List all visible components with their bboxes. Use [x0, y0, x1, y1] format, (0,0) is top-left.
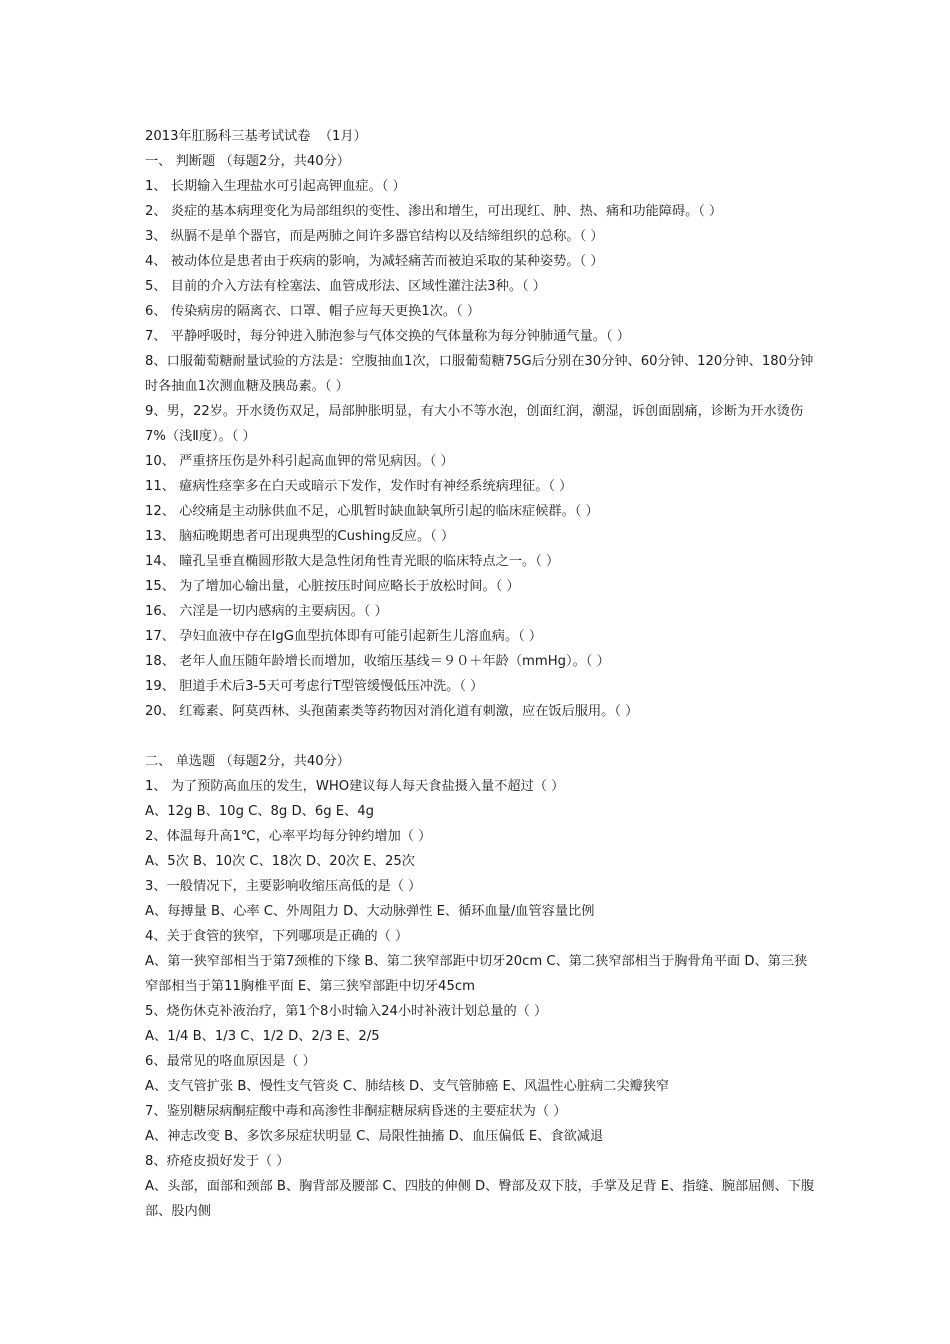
- question-item: 19、 胆道手术后3-5天可考虑行T型管缓慢低压冲洗。（ ）: [145, 679, 484, 694]
- question-item: 2、 炎症的基本病理变化为局部组织的变性、渗出和增生，可出现红、肿、热、痛和功能障碍。（ ）: [145, 204, 723, 219]
- section-heading-single-choice: 二、 单选题 （每题2分，共40分）: [145, 754, 350, 769]
- question-item: 17、 孕妇血液中存在IgG血型抗体即有可能引起新生儿溶血病。（ ）: [145, 629, 543, 644]
- question-item: 2、体温每升高1℃，心率平均每分钟约增加（ ）: [145, 829, 432, 844]
- question-item: 14、 瞳孔呈垂直椭圆形散大是急性闭角性青光眼的临床特点之一。（ ）: [145, 554, 560, 569]
- question-item: 8、疥疮皮损好发于（ ）: [145, 1154, 290, 1169]
- question-item: 7、鉴别糖尿病酮症酸中毒和高渗性非酮症糖尿病昏迷的主要症状为（ ）: [145, 1104, 567, 1119]
- answer-options: A、12g B、10g C、8g D、6g E、4g: [145, 804, 375, 819]
- question-item: 6、 传染病房的隔离衣、口罩、帽子应每天更换1次。（ ）: [145, 304, 481, 319]
- question-item: 8、口服葡萄糖耐量试验的方法是：空腹抽血1次，口服葡萄糖75G后分别在30分钟、60分钟、120分钟、180分钟时各抽血1次测血糖及胰岛素。（ ）: [145, 354, 814, 394]
- true-false-question-list: [145, 174, 820, 724]
- question-item: 13、 脑疝晚期患者可出现典型的Cushing反应。（ ）: [145, 529, 455, 544]
- question-item: 7、 平静呼吸时，每分钟进入肺泡参与气体交换的气体量称为每分钟肺通气量。（ ）: [145, 329, 630, 344]
- answer-options: A、神志改变 B、多饮多尿症状明显 C、局限性抽搐 D、血压偏低 E、食欲减退: [145, 1129, 604, 1144]
- question-item: 3、 纵膈不是单个器官，而是两肺之间许多器官结构以及结缔组织的总称。（ ）: [145, 229, 604, 244]
- question-item: 18、 老年人血压随年龄增长而增加，收缩压基线＝９０＋年龄（mmHg）。（ ）: [145, 654, 610, 669]
- question-item: 15、 为了增加心输出量，心脏按压时间应略长于放松时间。（ ）: [145, 579, 520, 594]
- answer-options: A、每搏量 B、心率 C、外周阻力 D、大动脉弹性 E、循环血量/血管容量比例: [145, 904, 595, 919]
- answer-options: A、第一狭窄部相当于第7颈椎的下缘 B、第二狭窄部距中切牙20cm C、第二狭窄部相当于胸骨角平面 D、第三狭窄部相当于第11胸椎平面 E、第三狭窄部距中切牙45cm: [145, 954, 808, 994]
- question-item: 6、最常见的咯血原因是（ ）: [145, 1054, 316, 1069]
- question-item: 11、 癔病性痉挛多在白天或暗示下发作，发作时有神经系统病理征。（ ）: [145, 479, 573, 494]
- question-item: 20、 红霉素、阿莫西林、头孢菌素类等药物因对消化道有刺激，应在饭后服用。（ ）: [145, 704, 639, 719]
- answer-options: A、头部，面部和颈部 B、胸背部及腰部 C、四肢的伸侧 D、臀部及双下肢，手掌及足背 E、指缝、腕部屈侧、下腹部、股内侧: [145, 1179, 815, 1219]
- answer-options: A、1/4 B、1/3 C、1/2 D、2/3 E、2/5: [145, 1029, 380, 1044]
- question-item: 16、 六淫是一切内感病的主要病因。（ ）: [145, 604, 388, 619]
- answer-options: A、支气管扩张 B、慢性支气管炎 C、肺结核 D、支气管肺癌 E、风温性心脏病二尖瓣狭窄: [145, 1079, 670, 1094]
- question-item: 1、 为了预防高血压的发生，WHO建议每人每天食盐摄入量不超过（ ）: [145, 779, 565, 794]
- question-item: 4、 被动体位是患者由于疾病的影响，为减轻痛苦而被迫采取的某种姿势。（ ）: [145, 254, 604, 269]
- question-item: 3、一般情况下，主要影响收缩压高低的是（ ）: [145, 879, 422, 894]
- question-item: 4、关于食管的狭窄，下列哪项是正确的（ ）: [145, 929, 409, 944]
- question-item: 10、 严重挤压伤是外科引起高血钾的常见病因。（ ）: [145, 454, 454, 469]
- question-item: 5、烧伤休克补液治疗，第1个8小时输入24小时补液计划总量的（ ）: [145, 1004, 548, 1019]
- section-heading-true-false: 一、 判断题 （每题2分，共40分）: [145, 154, 350, 169]
- question-item: 1、 长期输入生理盐水可引起高钾血症。（ ）: [145, 179, 406, 194]
- section-spacer: [145, 724, 820, 749]
- exam-document: [145, 124, 820, 1224]
- question-item: 9、男，22岁。开水烫伤双足，局部肿胀明显，有大小不等水泡，创面红润，潮湿，诉创面剧痛，诊断为开水烫伤7%（浅Ⅱ度）。（ ）: [145, 404, 804, 444]
- question-item: 5、 目前的介入方法有栓塞法、血管成形法、区域性灌注法3种。（ ）: [145, 279, 546, 294]
- single-choice-question-list: [145, 774, 820, 1224]
- question-item: 12、 心绞痛是主动脉供血不足，心肌暂时缺血缺氧所引起的临床症候群。（ ）: [145, 504, 599, 519]
- answer-options: A、5次 B、10次 C、18次 D、20次 E、25次: [145, 854, 415, 869]
- exam-title: 2013年肛肠科三基考试试卷 （1月）: [145, 129, 367, 144]
